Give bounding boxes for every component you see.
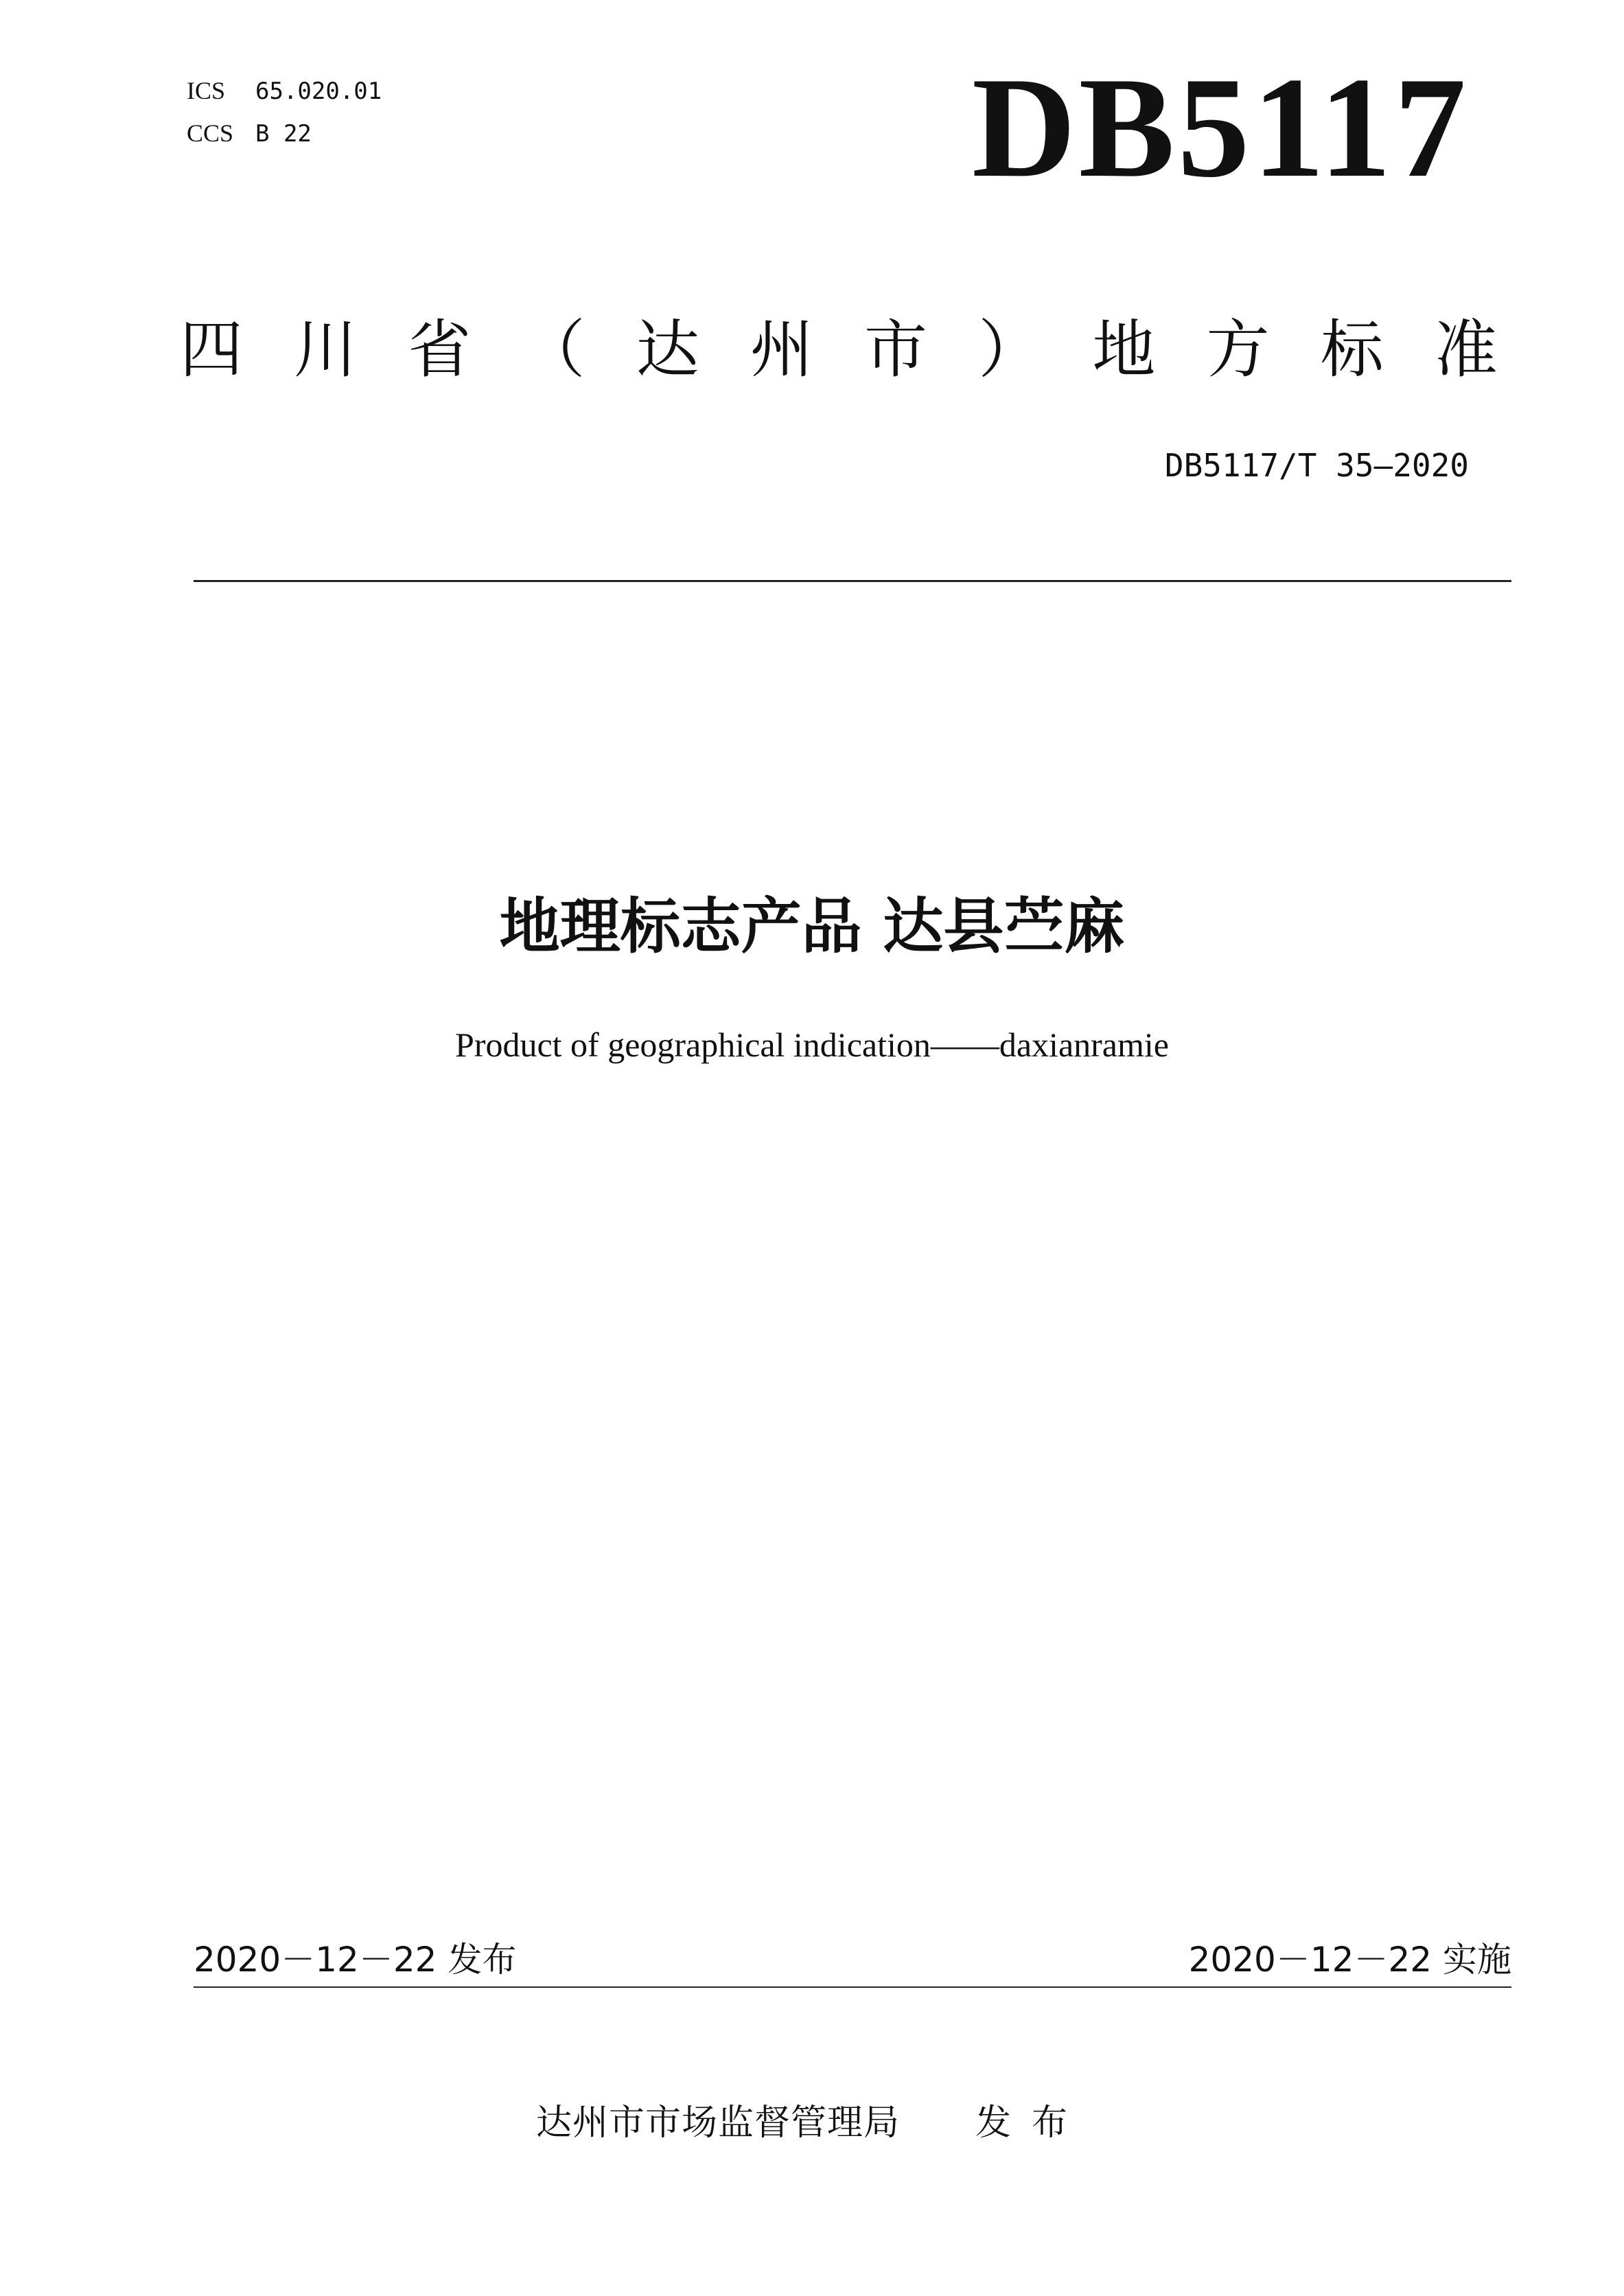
category-char: 标 — [1320, 313, 1384, 386]
category-char: 准 — [1434, 313, 1498, 386]
category-char: 州 — [750, 313, 813, 386]
category-char: 市 — [864, 313, 928, 386]
standard-category — [180, 313, 1498, 386]
category-char: 川 — [294, 313, 358, 386]
publisher-org: 达州市市场监督管理局 — [535, 2102, 900, 2144]
category-char: （ — [522, 313, 585, 386]
ccs-value: B 22 — [255, 120, 312, 148]
ics-code — [187, 77, 382, 105]
ics-value: 65.020.01 — [255, 78, 382, 105]
category-char: 达 — [636, 313, 699, 386]
category-char: 地 — [1092, 313, 1156, 386]
footer-divider — [194, 1986, 1511, 1988]
header-divider — [194, 580, 1511, 582]
category-char: ） — [978, 313, 1042, 386]
document-title-en: Product of geographical indication——daxianramie — [455, 1025, 1169, 1064]
publisher — [0, 2100, 1624, 2146]
category-char: 省 — [408, 313, 472, 386]
category-char: 方 — [1206, 313, 1270, 386]
standard-number: DB5117/T 35—2020 — [1164, 447, 1469, 484]
publisher-action: 发布 — [975, 2102, 1089, 2144]
ccs-code — [187, 119, 312, 148]
category-char: 四 — [180, 313, 244, 386]
ccs-label: CCS — [187, 119, 234, 147]
ics-label: ICS — [187, 77, 226, 104]
document-title-cn: 地理标志产品 达县苎麻 — [499, 891, 1125, 962]
release-date: 2020－12－22 发布 — [194, 1940, 517, 1980]
implementation-date: 2020－12－22 实施 — [1188, 1940, 1511, 1980]
standard-logo: DB5117 — [971, 48, 1469, 207]
